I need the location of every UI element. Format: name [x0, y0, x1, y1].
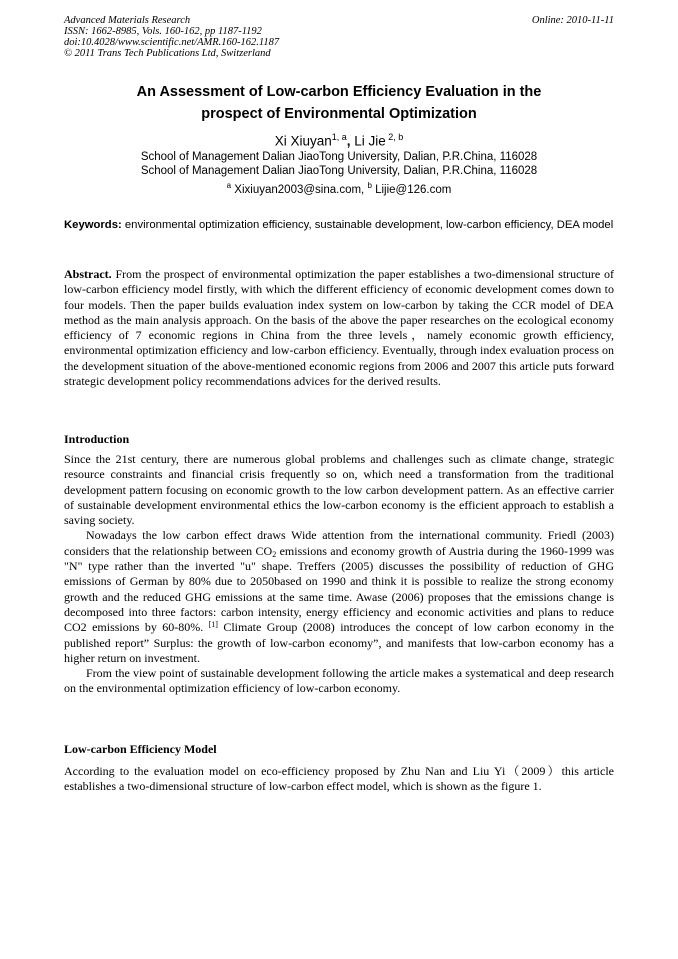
- introduction-heading: Introduction: [64, 432, 130, 446]
- title-line-1: An Assessment of Low-carbon Efficiency Evaluation in the: [136, 84, 542, 100]
- online-date: Online: 2010-11-11: [531, 15, 614, 26]
- author-emails: [64, 179, 614, 197]
- intro-paragraph-2: [64, 528, 614, 666]
- journal-copyright: © 2011 Trans Tech Publications Ltd, Switzerland: [64, 48, 271, 59]
- author-1: Xi Xiuyan: [274, 133, 332, 149]
- abstract-text: From the prospect of environmental optimization the paper establishes a two-dimensional structure of low-carbon efficiency model firstly, with which the different efficiency of economic development comes down to four models. Then the paper builds evaluation index system on low-carbon by taking the CCR model of DEA method as the main analysis approach. On the basis of the above the paper researches on the ecological economy efficiency of 7 economic regions in China from the three levels，namely economic growth efficiency, environmental optimization efficiency and low-carbon efficiency. Eventually, through index evaluation process on the development situation of the above-mentioned economic regions from 2006 and 2007 this article puts forward strategic development policy recommendations advices for the derived results.: [64, 267, 614, 389]
- journal-name: Advanced Materials Research: [64, 15, 191, 26]
- model-heading: Low-carbon Efficiency Model: [64, 742, 217, 756]
- intro-p2-part-c: Climate Group (2008) introduces the concept of low carbon economy in the published report” Surplus: the growth of low-carbon economy”, and manifests that low-carbon economy has a higher return on investment.: [64, 620, 614, 665]
- keywords: [64, 218, 614, 232]
- keywords-text: environmental optimization efficiency, sustainable development, low-carbon efficiency, DEA model: [121, 219, 614, 231]
- journal-doi: doi:10.4028/www.scientific.net/AMR.160-162.1187: [64, 37, 280, 48]
- introduction-body: [64, 452, 614, 697]
- author-1-affil: 1, a: [331, 132, 347, 142]
- intro-p2-part-a: Nowadays the low carbon effect draws Wide attention from the international community. Friedl (2003) considers that the relationship between CO: [64, 528, 614, 558]
- author-2-affil: 2, b: [385, 132, 404, 142]
- journal-issn: ISSN: 1662-8985, Vols. 160-162, pp 1187-1192: [64, 26, 262, 37]
- author-list: [64, 128, 614, 151]
- email-a: Xixiuyan2003@sina.com,: [231, 183, 368, 196]
- intro-paragraph-1: Since the 21st century, there are numerous global problems and challenges such as climate change, strategic resource constraints and financial crisis frequently so on, which need a transformation from the traditional development pattern focusing on economic growth to the low carbon development pattern. As an effective carrier of sustainable development environmental ethics the low-carbon economy is the efficient approach to establish a saving society.: [64, 452, 614, 528]
- affiliation-1: School of Management Dalian JiaoTong University, Dalian, P.R.China, 116028: [140, 151, 538, 163]
- intro-paragraph-3: From the view point of sustainable development following the article makes a systematical and deep research on the environmental optimization efficiency of low-carbon economy.: [64, 666, 614, 696]
- citation-1: [1]: [208, 620, 218, 630]
- co2-subscript: 2: [272, 549, 277, 559]
- intro-p2-part-b: emissions and economy growth of Austria during the 1960-1999 was "N" type rather than the inverted "u" shape. Treffers (2005) discusses the possibility of reduction of GHG emissions of German by 80% due to 2050based on 1990 and think it is possible to realize the strong economy growth and the reduced GHG emissions at the same time. Awase (2006) proposes that the emissions change is decomposed into three factors: carbon intensity, energy efficiency and economic activities and plans to reduce CO2 emissions by 60-80%.: [64, 543, 614, 635]
- affiliation-2: School of Management Dalian JiaoTong University, Dalian, P.R.China, 116028: [140, 165, 538, 177]
- email-b: Lijie@126.com: [371, 183, 452, 196]
- author-separator: ,: [346, 133, 351, 149]
- abstract-label: Abstract.: [64, 267, 112, 281]
- title-line-2: prospect of Environmental Optimization: [201, 106, 477, 122]
- journal-header: [64, 15, 279, 59]
- model-body: [64, 764, 614, 795]
- keywords-label: Keywords:: [64, 219, 122, 231]
- model-paragraph-1: According to the evaluation model on eco-efficiency proposed by Zhu Nan and Liu Yi（2009）this article establishes a two-dimensional structure of low-carbon effect model, which is shown as the figure 1.: [64, 764, 614, 794]
- paper-title: [64, 81, 614, 125]
- abstract: [64, 267, 614, 389]
- email-a-marker: a: [226, 181, 232, 190]
- author-2: Li Jie: [350, 133, 386, 149]
- email-b-marker: b: [367, 181, 372, 190]
